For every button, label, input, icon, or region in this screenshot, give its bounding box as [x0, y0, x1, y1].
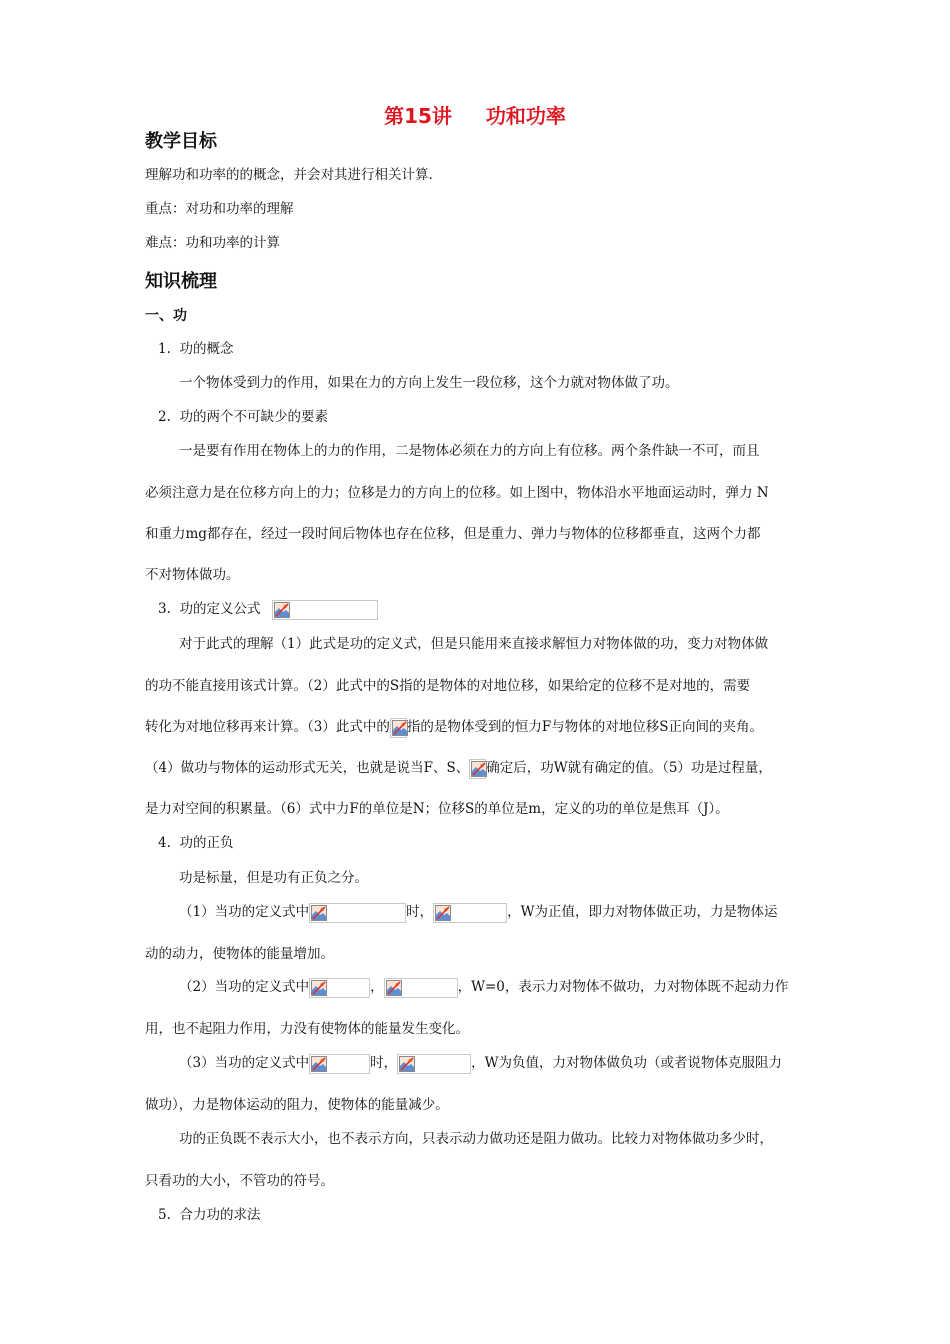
knowledge-heading: 知识梳理 [145, 271, 217, 292]
teaching-goals-heading: 教学目标 [145, 131, 217, 152]
item3-line-text: 转化为对地位移再来计算。（3）此式中的 [145, 719, 390, 735]
broken-image-icon [471, 761, 487, 777]
item3-heading [158, 599, 378, 620]
item3-line-text: （4）做功与物体的运动形式无关，也就是说当F、S、 [145, 760, 470, 776]
item2-title: 功的两个不可缺少的要素 [179, 409, 328, 425]
case3-line: 做功），力是物体运动的阻力，使物体的能量减少。 [145, 1097, 449, 1113]
item4-heading [158, 833, 233, 853]
case3-text: ，W为负值，力对物体做负功（或者说物体克服阻力 [471, 1055, 782, 1071]
key-point-text: 重点：对功和功率的理解 [145, 201, 294, 217]
summary-line: 功的正负既不表示大小，也不表示方向，只表示动力做功还是阻力做功。比较力对物体做功多少时， [179, 1131, 773, 1147]
objective-text: 理解功和功率的的概念，并会对其进行相关计算. [145, 167, 433, 183]
item2-line: 一是要有作用在物体上的力的作用，二是物体必须在力的方向上有位移。两个条件缺一不可，而且 [179, 443, 760, 459]
angle-symbol-image [390, 718, 407, 738]
item2-line: 必须注意力是在位移方向上的力；位移是力的方向上的位移。如上图中，物体沿水平地面运动时，弹力 N [145, 485, 769, 501]
item1-number: 1. [158, 341, 171, 357]
case3-text: 时， [370, 1055, 398, 1071]
item3-number: 3. [158, 601, 171, 617]
broken-image-icon [311, 1056, 327, 1072]
difficulty-text: 难点：功和功率的计算 [145, 235, 280, 251]
item3-line: 是力对空间的积累量。（6）式中力F的单位是N；位移S的单位是m，定义的功的单位是焦耳（J）。 [145, 801, 729, 817]
case1-text: 时， [406, 904, 434, 920]
item4-intro: 功是标量，但是功有正负之分。 [179, 870, 368, 886]
broken-image-icon [386, 980, 402, 996]
case2-line [179, 977, 788, 998]
case3-line [179, 1053, 782, 1074]
case2-text: ， [370, 979, 384, 995]
case3-text: （3）当功的定义式中 [179, 1055, 310, 1071]
broken-image-icon [435, 905, 451, 921]
section-work-heading: 一、功 [145, 308, 187, 324]
item1-title: 功的概念 [179, 341, 234, 357]
summary-line: 只看功的大小，不管功的符号。 [145, 1173, 334, 1189]
case1-line [179, 902, 777, 923]
item3-line [145, 717, 763, 738]
broken-image-icon [311, 905, 327, 921]
page-title [0, 100, 950, 129]
case1-text: ，W为正值，即力对物体做正功，力是物体运 [507, 904, 778, 920]
condition-image [384, 978, 458, 998]
case1-text: （1）当功的定义式中 [179, 904, 310, 920]
case2-text: （2）当功的定义式中 [179, 979, 310, 995]
item3-line [145, 758, 772, 779]
case2-text: ，W=0，表示力对物体不做功，力对物体既不起动力作 [457, 979, 789, 995]
item2-line: 和重力mg都存在，经过一段时间后物体也存在位移，但是重力、弹力与物体的位移都垂直，这两个力都 [145, 526, 761, 542]
angle-symbol-image [469, 759, 486, 779]
item3-title: 功的定义公式 [179, 601, 261, 617]
broken-image-icon [311, 980, 327, 996]
item2-heading [158, 407, 328, 427]
broken-image-icon [399, 1056, 415, 1072]
formula-image [272, 600, 378, 620]
condition-image [397, 1054, 471, 1074]
item1-heading [158, 339, 233, 359]
item3-line-text: 确定后，功W就有确定的值。（5）功是过程量， [486, 760, 772, 776]
item3-line-text: 指的是物体受到的恒力F与物体的对地位移S正向间的夹角。 [406, 719, 763, 735]
lecture-number: 第15讲 [384, 104, 452, 128]
condition-image [433, 903, 507, 923]
condition-image [309, 903, 406, 923]
item1-text: 一个物体受到力的作用，如果在力的方向上发生一段位移，这个力就对物体做了功。 [179, 375, 679, 391]
lecture-topic: 功和功率 [485, 104, 566, 128]
item5-title: 合力功的求法 [179, 1207, 261, 1223]
item3-line: 对于此式的理解（1）此式是功的定义式，但是只能用来直接求解恒力对物体做的功，变力对物体做 [179, 636, 769, 652]
item2-line: 不对物体做功。 [145, 567, 240, 583]
case1-line: 动的动力，使物体的能量增加。 [145, 946, 334, 962]
item5-number: 5. [158, 1207, 171, 1223]
condition-image [309, 978, 370, 998]
item5-heading [158, 1205, 260, 1225]
item2-number: 2. [158, 409, 171, 425]
case2-line: 用，也不起阻力作用，力没有使物体的能量发生变化。 [145, 1021, 469, 1037]
broken-image-icon [274, 602, 290, 618]
item4-number: 4. [158, 835, 171, 851]
broken-image-icon [392, 720, 408, 736]
condition-image [309, 1054, 370, 1074]
item4-title: 功的正负 [179, 835, 234, 851]
item3-line: 的功不能直接用该式计算。（2）此式中的S指的是物体的对地位移，如果给定的位移不是对地的，需要 [145, 678, 751, 694]
